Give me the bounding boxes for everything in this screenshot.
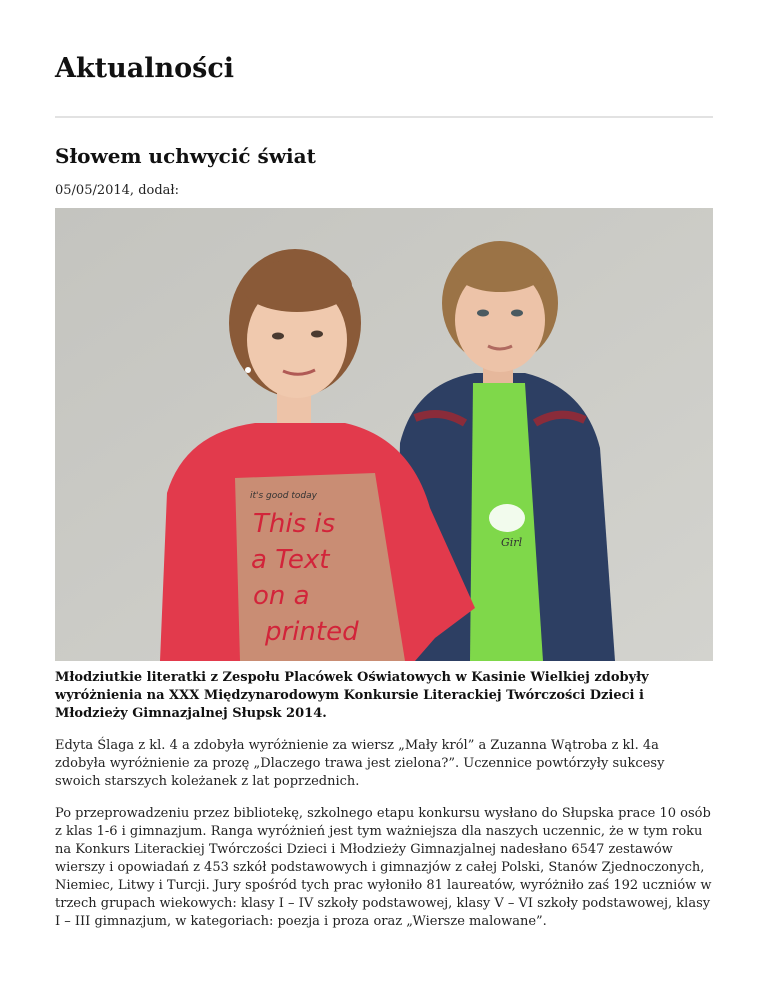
post-paragraph: Po przeprowadzeniu przez bibliotekę, szkolnego etapu konkursu wysłano do Słupska prace 10 osób z klas 1-6 i gimnazjum. Ranga wyróżnień jest tym ważniejsza dla naszych uczennic, że w tym roku na Konkurs Literackiej Twórczości Dzieci i Młodzieży Gimnazjalnej nadesłano 6547 zestawów wierszy i opowiadań z 453 szkół podstawowych i gimnazjów z całej Polski, Stanów Zjednoczonych, Niemiec, Litwy i Turcji. Jury spośród tych prac wyłoniło 81 laureatów, wyróżniło zaś 192 uczniów w trzech grupach wiekowych: klasy I – IV szkoły podstawowej, klasy V – VI szkoły podstawowej, klasy I – III gimnazjum, w kategoriach: poezja i proza oraz „Wiersze malowane”. — [55, 806, 712, 929]
shirt-text-3: on a — [253, 581, 310, 611]
divider — [55, 116, 713, 118]
shirt-text-4: printed — [265, 617, 359, 647]
shirt-girl-text: Girl — [501, 536, 523, 549]
shirt-text-1: This is — [253, 509, 336, 539]
post-paragraph: Edyta Ślaga z kl. 4 a zdobyła wyróżnienie za wiersz „Mały król” a Zuzanna Wątroba z kl. 4a zdobyła wyróżnienie za prozę „Dlaczego trawa jest zielona?”. Uczennice powtórzyły sukcesy swoich starszych koleżanek z lat poprzednich. — [55, 738, 665, 789]
shirt-text-2: a Text — [251, 545, 330, 575]
post-meta: 05/05/2014, dodał: — [55, 183, 180, 198]
page-title: Aktualności — [55, 53, 235, 84]
shirt-tag-text: it's good today — [250, 491, 317, 501]
photo-two-girls — [55, 208, 713, 661]
post-title[interactable]: Słowem uchwycić świat — [55, 144, 316, 168]
post-photo — [55, 208, 713, 661]
post-lead: Młodziutkie literatki z Zespołu Placówek Oświatowych w Kasinie Wielkiej zdobyły wyróżnienia na XXX Międzynarodowym Konkursie Literackiej Twórczości Dzieci i Młodzieży Gimnazjalnej Słupsk 2014. — [55, 670, 649, 721]
